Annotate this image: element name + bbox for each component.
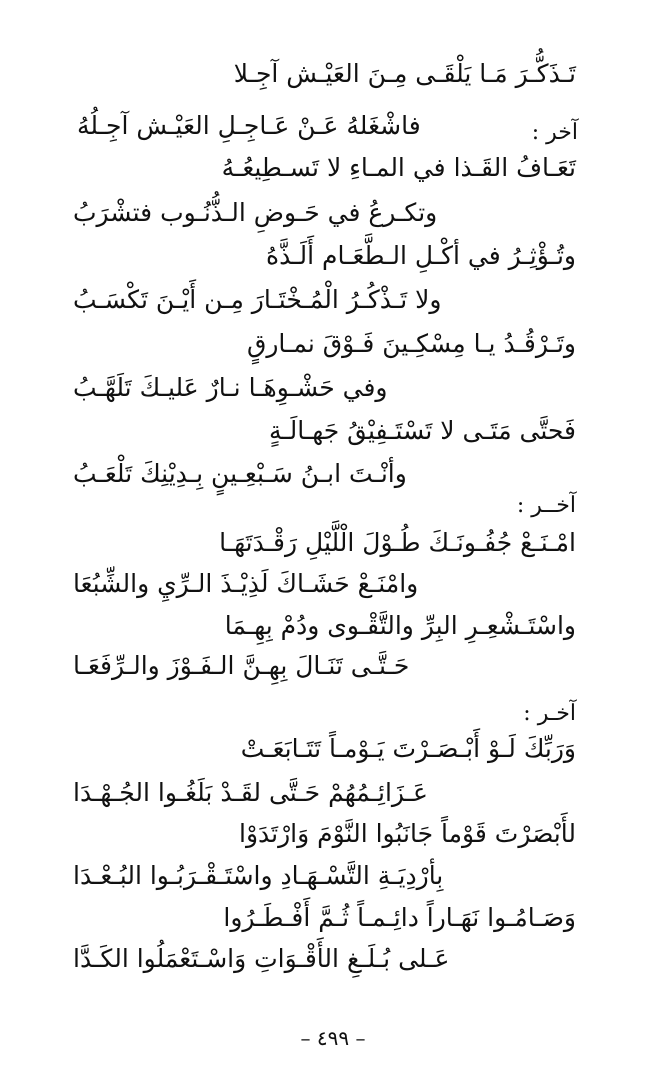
section-heading: آخر :	[531, 120, 578, 145]
verse-line: فاشْغَلهُ عَـنْ عَـاجِـلِ العَيْـش آجِـلُهُ	[77, 111, 421, 140]
verse-line: امْـنَـعْ جُفُـونَـكَ طُـوْلَ الْلَّيْلِ رَقْـدَتَهَـا	[219, 528, 576, 557]
verse-line: تَـذَكُّـرَ مَـا يَلْقَـى مِـنَ العَيْـش آجِـلا	[233, 59, 576, 88]
verse-line: وتُـؤْثِـرُ في أكْـلِ الـطَّعَـام أَلَـذَّهُ	[265, 241, 576, 270]
page-number: – ٤٩٩ –	[300, 1026, 366, 1050]
verse-line: عَـزَائِـمُهُمْ حَـتَّى لقَـدْ بَلَغُـوا الجُـهْـدَا	[73, 778, 428, 807]
verse-line: حَـتَّـى تَنَـالَ بِهِـنَّ الـفَـوْزَ والـرِّفَعَـا	[73, 651, 410, 680]
verse-line: وتَـرْقُـدُ يـا مِسْكِـينَ فَـوْقَ نمـارقٍ	[246, 329, 576, 358]
verse-line: ولا تَـذْكُـرُ الْمُـخْتَـارَ مِـن أَيْـنَ تَكْسَـبُ	[73, 285, 442, 314]
verse-line: فَحتَّى مَتَـى لا تَسْتَـفِيْقُ جَهـالَـةٍ	[268, 416, 576, 445]
section-heading: آخـر :	[523, 701, 576, 726]
verse-line: بِأرْدِيَـةِ التَّسْـهَـادِ واسْتَـقْـرَبُـوا البُـعْـدَا	[73, 861, 444, 890]
verse-line: وَصَـامُـوا نَهَـاراً دائِـمـاً ثُـمَّ أَفْـطَـرُوا	[223, 903, 576, 932]
verse-line: تَعَـافُ القَـذا في المـاءِ لا تَسـطِيعُـهُ	[221, 153, 576, 182]
verse-line: وتكـرعُ في حَـوضِ الـذُّنُـوب فتشْرَبُ	[73, 198, 438, 227]
verse-line: لأَبْصَرْتَ قَوْماً جَانَبُوا النَّوْمَ وَارْتَدَوْا	[239, 819, 576, 848]
verse-line: عَـلى بُـلَـغِ الأَقْـوَاتِ وَاسْـتَعْمَلُوا الكَـدَّا	[73, 944, 450, 973]
verse-line: وأنْـتَ ابـنُ سَـبْعِـينٍ بِـدِيْنِكَ تَلْعَـبُ	[73, 459, 407, 488]
verse-line: واسْتَـشْعِـرِ البِرِّ والتَّقْـوى ودُمْ بِهِـمَا	[224, 611, 576, 640]
section-heading: آخــر :	[516, 493, 576, 518]
verse-line: وامْنَـعْ حَشَـاكَ لَذِيْـذَ الـرِّيِ والشِّبُعَا	[73, 569, 419, 598]
verse-line: وَرَبِّكَ لَـوْ أَبْـصَـرْتَ يَـوْمـاً تَتَـابَعَـتْ	[240, 734, 576, 763]
verse-line: وفي حَشْـوِهَـا نـارٌ عَليـكَ تَلَهَّـبُ	[73, 373, 388, 402]
